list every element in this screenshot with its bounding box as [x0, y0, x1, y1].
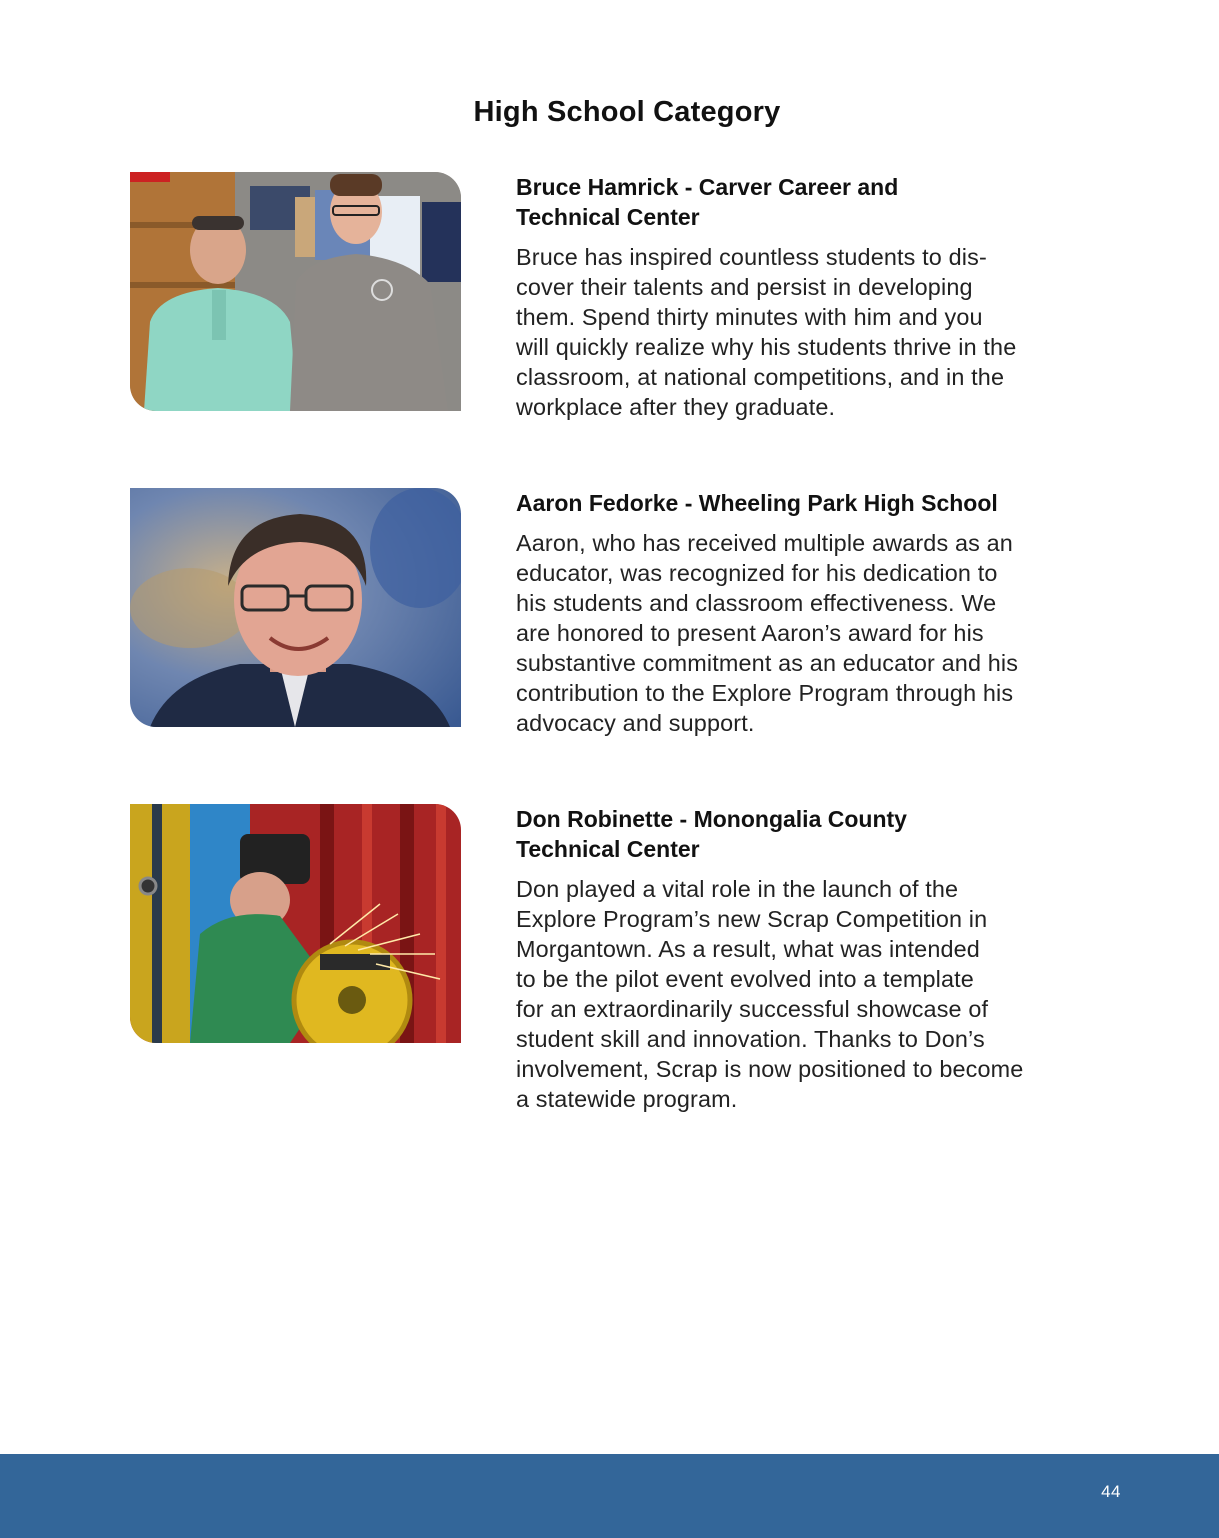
- honoree-name: Bruce Hamrick - Carver Career and Technical Center: [516, 174, 899, 230]
- honoree-text: [516, 804, 1126, 1114]
- honoree-text: [516, 488, 1126, 738]
- honoree-description: Aaron, who has received multiple awards as an educator, was recognized for his dedication to his students and classroom effectiveness. We are honored to present Aaron’s award for his substantive commitment as an educator and his contribution to the Explore Program through his advocacy and support.: [516, 530, 1019, 736]
- honoree-name: Aaron Fedorke - Wheeling Park High School: [516, 490, 998, 516]
- page-number: 44: [1101, 1482, 1121, 1501]
- page-title: High School Category: [473, 96, 781, 128]
- honoree-description: Don played a vital role in the launch of the Explore Program’s new Scrap Competition in Morgantown. As a result, what was intended to be the pilot event evolved into a template for an extraordinarily successful showcase of student skill and innovation. Thanks to Don’s involvement, Scrap is now positioned to become a statewide program.: [516, 876, 1024, 1112]
- honoree-photo-aaron-fedorke: [130, 488, 461, 727]
- footer-bar: [0, 1454, 1219, 1538]
- honoree-name: Don Robinette - Monongalia County Technical Center: [516, 806, 907, 862]
- honoree-photo-bruce-hamrick: [130, 172, 461, 411]
- honoree-text: [516, 172, 1126, 422]
- honoree-photo-don-robinette: [130, 804, 461, 1043]
- honoree-description: Bruce has inspired countless students to dis- cover their talents and persist in developing them. Spend thirty minutes with him and you will quickly realize why his students thrive in the classroom, at national competitions, and in the workplace after they graduate.: [516, 244, 1017, 420]
